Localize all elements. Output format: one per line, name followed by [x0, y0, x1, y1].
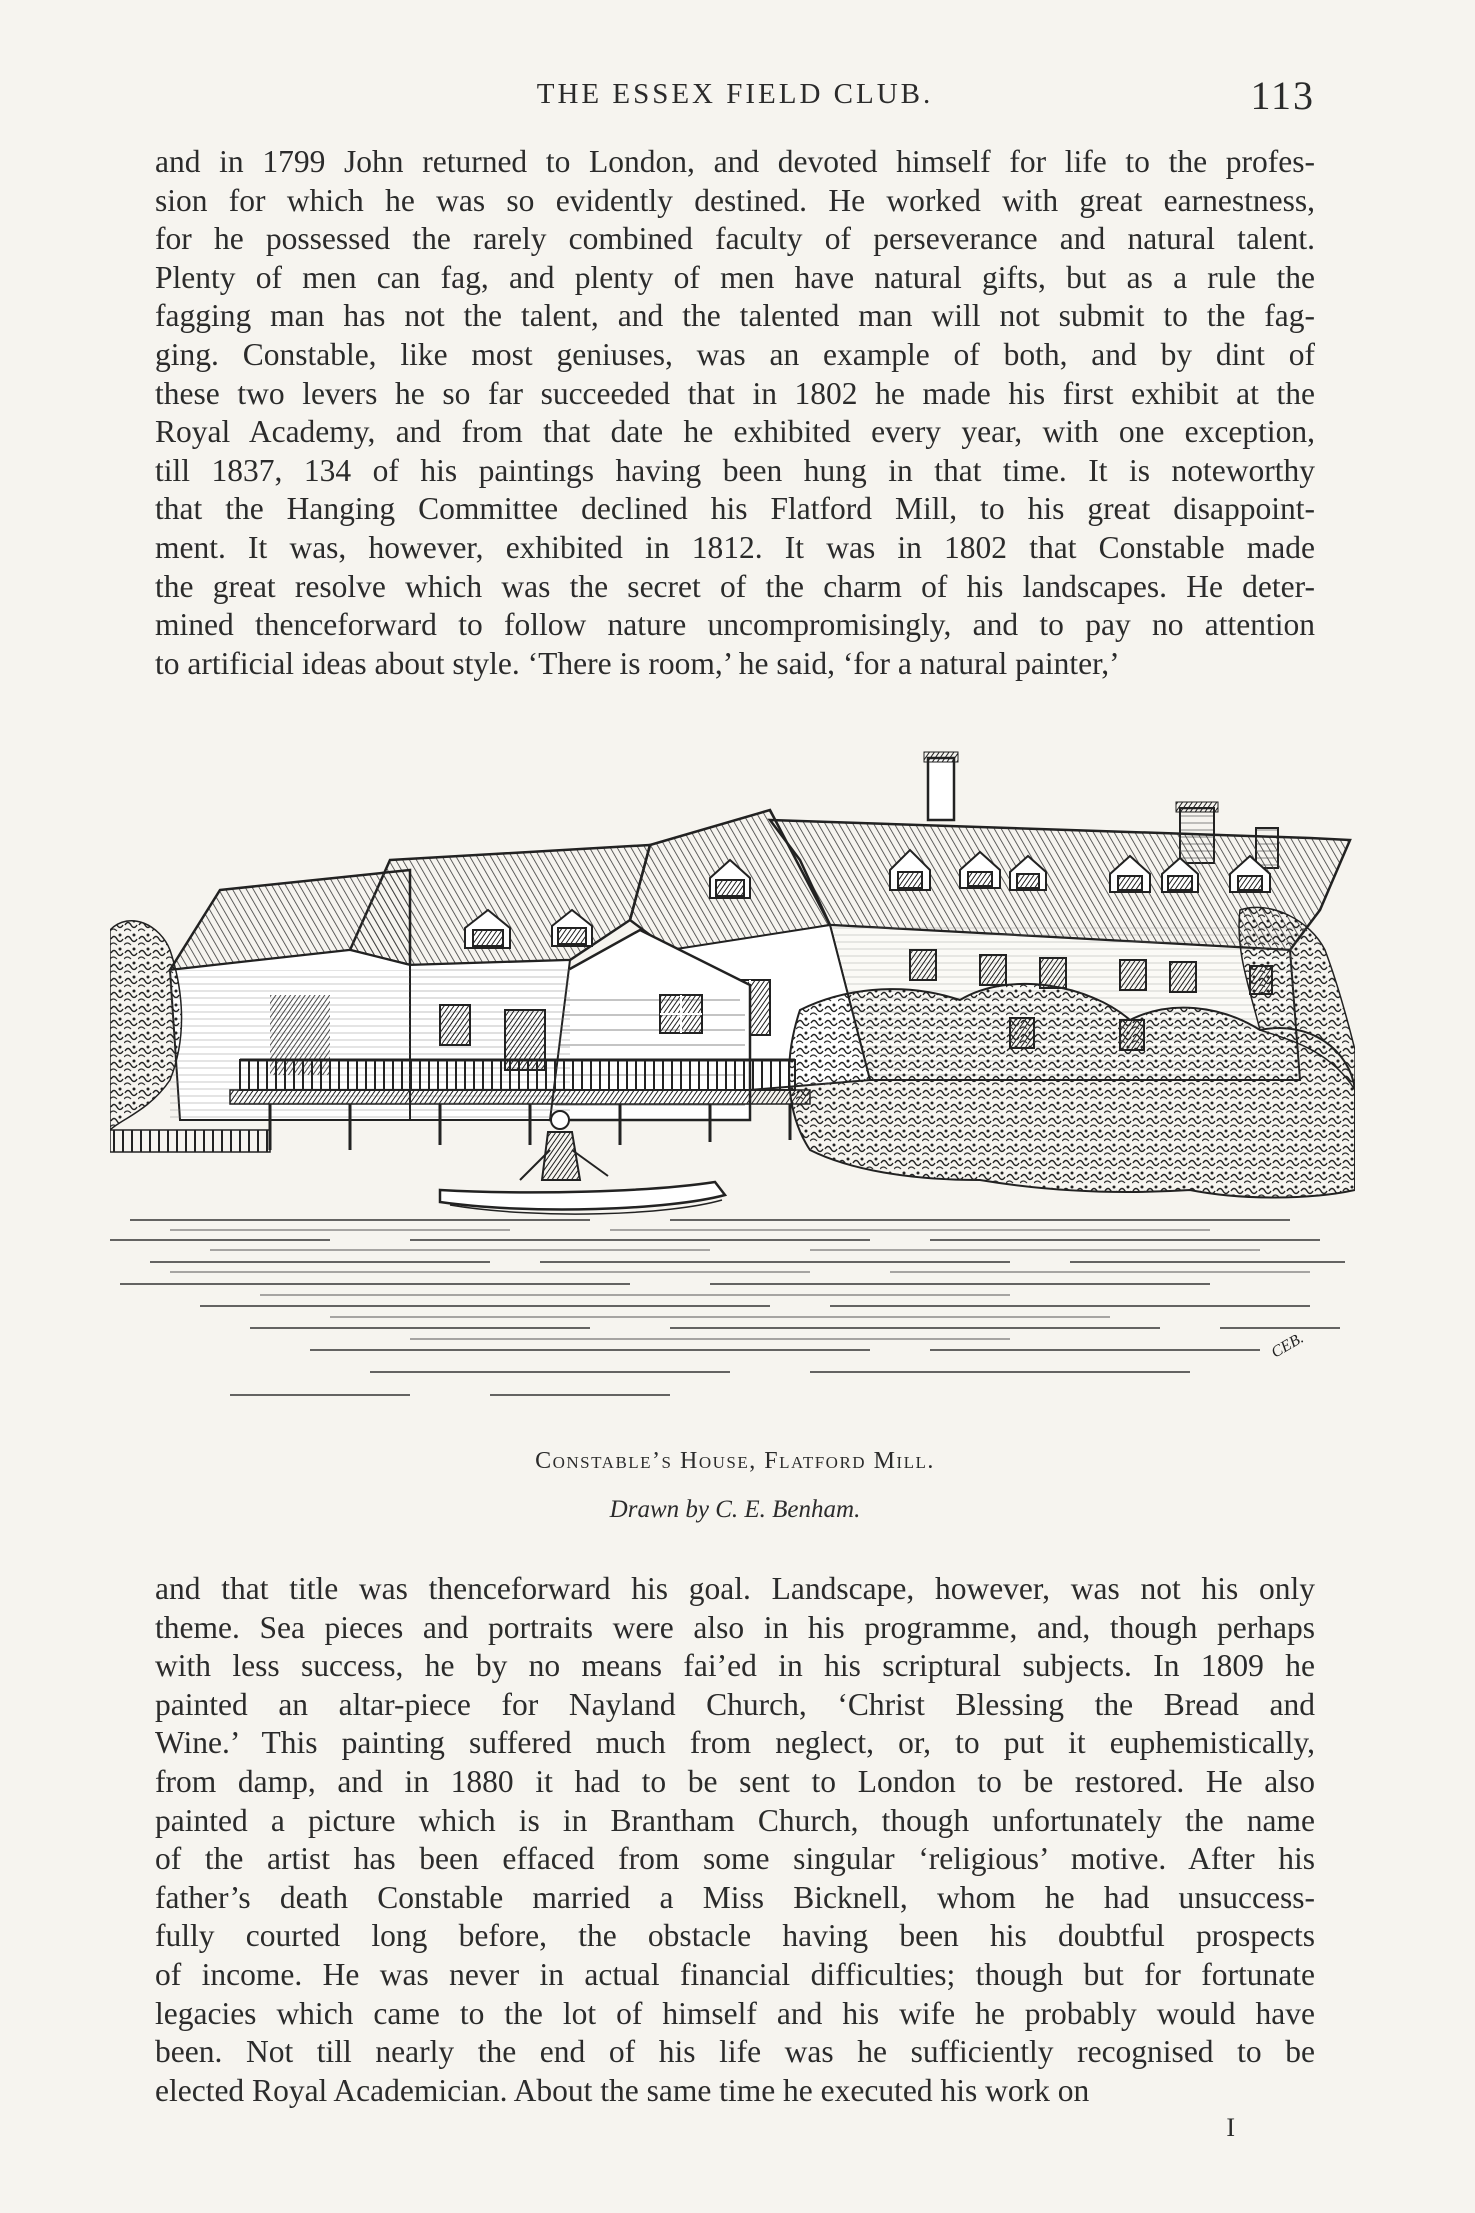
text-line: father’s death Constable married a Miss Bicknell, whom he had unsuccess-: [155, 1879, 1315, 1915]
text-line: theme. Sea pieces and portraits were also in his programme, and, though perhaps: [155, 1609, 1315, 1645]
text-line: fagging man has not the talent, and the talented man will not submit to the fag-: [155, 298, 1315, 334]
text-line: legacies which came to the lot of himself and his wife he probably would have: [155, 1995, 1315, 2031]
text-line: mined thenceforward to follow nature uncompromisingly, and to pay no attention: [155, 607, 1315, 643]
text-line: and in 1799 John returned to London, and devoted himself for life to the profes-: [155, 144, 1315, 179]
text-line: ging. Constable, like most geniuses, was an example of both, and by dint of: [155, 336, 1315, 372]
text-line: of income. He was never in actual financial difficulties; though but for fortunate: [155, 1956, 1315, 1992]
signature-mark: I: [1226, 2113, 1235, 2142]
river-water: [110, 1220, 1345, 1395]
text-line: with less success, he by no means fai’ed in his scriptural subjects. In 1809 he: [155, 1648, 1315, 1684]
text-line: these two levers he so far succeeded that in 1802 he made his first exhibit at the: [155, 375, 1315, 411]
text-line: till 1837, 134 of his paintings having been hung in that time. It is noteworthy: [155, 452, 1315, 488]
figure-caption: Constable’s House, Flatford Mill.: [535, 1448, 935, 1474]
text-line: for he possessed the rarely combined faculty of perseverance and natural talent.: [155, 221, 1315, 257]
rowing-boat: [440, 1182, 725, 1209]
text-line: that the Hanging Committee declined his Flatford Mill, to his great disappoint-: [155, 491, 1315, 527]
figure-credit: Drawn by C. E. Benham.: [609, 1496, 861, 1523]
text-line: painted a picture which is in Brantham Church, though unfortunately the name: [155, 1802, 1315, 1838]
wooden-railing: [240, 1060, 795, 1090]
text-line: Wine.’ This painting suffered much from neglect, or, to put it euphemistically,: [155, 1725, 1315, 1761]
text-line: the great resolve which was the secret of the charm of his landscapes. He deter-: [155, 568, 1315, 604]
rower-figure: [520, 1111, 608, 1180]
page-number: 113: [1250, 73, 1315, 118]
text-line: Royal Academy, and from that date he exhibited every year, with one exception,: [155, 414, 1315, 450]
text-line: of the artist has been effaced from some singular ‘religious’ motive. After his: [155, 1841, 1315, 1877]
text-line: Plenty of men can fag, and plenty of men have natural gifts, but as a rule the: [155, 259, 1315, 295]
text-line: ment. It was, however, exhibited in 1812. It was in 1802 that Constable made: [155, 529, 1315, 565]
paragraph-top: [155, 143, 1315, 683]
text-line: sion for which he was so evidently destined. He worked with great earnestness,: [155, 182, 1315, 218]
text-line: and that title was thenceforward his goal. Landscape, however, was not his only: [155, 1571, 1315, 1606]
running-head: [155, 70, 1315, 120]
text-line: fully courted long before, the obstacle having been his doubtful prospects: [155, 1918, 1315, 1954]
text-line: to artificial ideas about style. ‘There is room,’ he said, ‘for a natural painter,’: [155, 645, 1120, 681]
chimney: [928, 758, 954, 820]
text-line: been. Not till nearly the end of his life was he sufficiently recognised to be: [155, 2034, 1315, 2070]
text-line: painted an altar-piece for Nayland Church, ‘Christ Blessing the Bread and: [155, 1686, 1315, 1722]
illustration-flatford-mill: [110, 750, 1355, 1430]
text-line: elected Royal Academician. About the same time he executed his work on: [155, 2072, 1090, 2108]
running-title: THE ESSEX FIELD CLUB.: [536, 78, 934, 110]
text-line: from damp, and in 1880 it had to be sent to London to be restored. He also: [155, 1763, 1315, 1799]
artist-monogram: CEB.: [1268, 1329, 1307, 1362]
paragraph-bottom: [155, 1570, 1315, 2110]
